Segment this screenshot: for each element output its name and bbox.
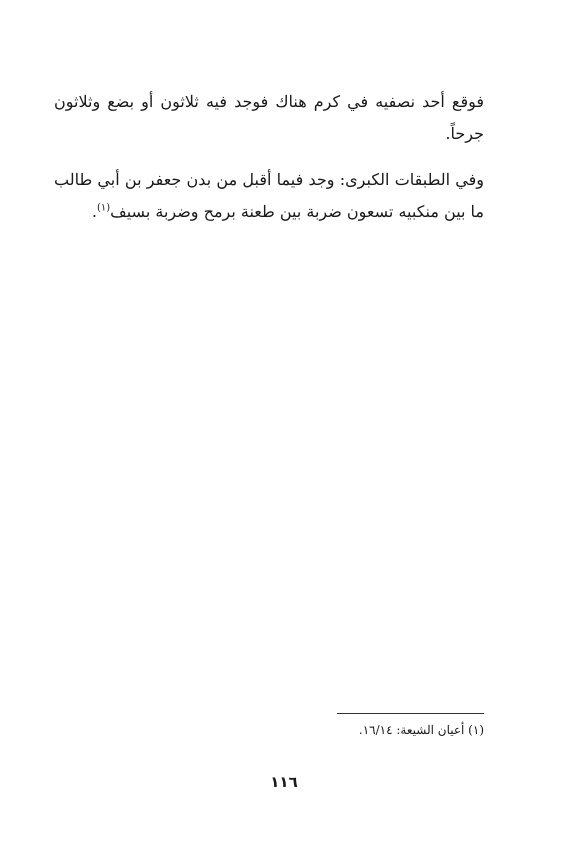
paragraph-2	[54, 164, 484, 228]
paragraph-1-text: فوقع أحد نصفيه في كرم هناك فوجد فيه ثلاثون أو بضع وثلاثون جرحاً.	[54, 92, 484, 143]
footnote-1-text: (١) أعيان الشيعة: ١٦/١٤.	[358, 723, 484, 737]
paragraph-2-text: وفي الطبقات الكبرى: وجد فيما أقبل من بدن جعفر بن أبي طالب ما بين منكبيه تسعون ضربة بين طعنة برمح وضربة بسيف	[54, 170, 484, 221]
footnote-reference-1[interactable]: (١)	[96, 202, 111, 214]
page-number: ١١٦	[270, 773, 298, 791]
footnote-divider	[337, 713, 484, 714]
paragraph-2-trailing: .	[91, 202, 97, 221]
paragraph-1	[54, 86, 484, 150]
main-text-block	[54, 86, 484, 228]
footnote-1	[54, 720, 484, 740]
